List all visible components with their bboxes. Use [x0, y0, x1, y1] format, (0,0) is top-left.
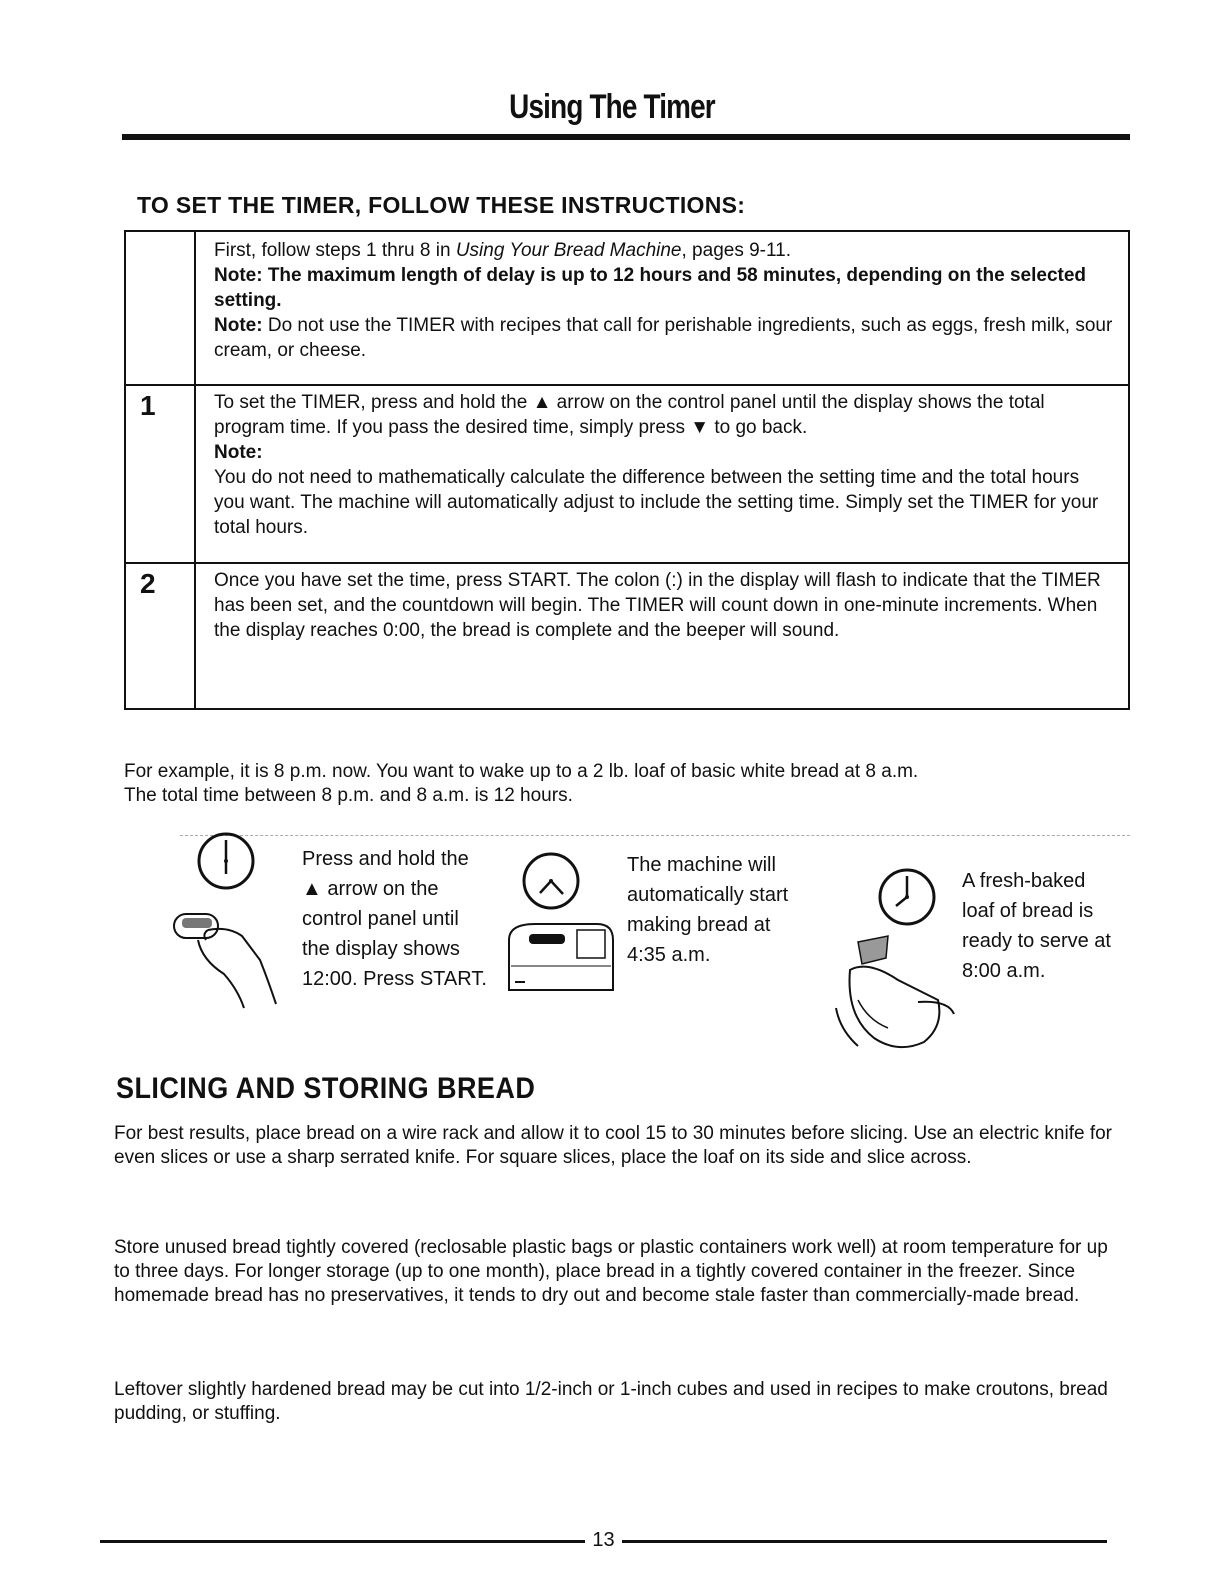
caption-line: loaf of bread is: [962, 900, 1094, 922]
page-title: Using The Timer: [509, 88, 715, 126]
title-rule: [122, 134, 1130, 140]
slicing-paragraph-1: For best results, place bread on a wire rack and allow it to cool 15 to 30 minutes before slicing. Use an electric knife for even slices or use a sharp serrated knife. For square slices, place the loaf on its side and slice across.: [114, 1123, 1112, 1168]
instruction-row-1: [126, 384, 1128, 564]
manual-section-reference: Using Your Bread Machine: [455, 240, 682, 261]
clock-icon-435: [520, 850, 582, 912]
row-number: 1: [140, 390, 156, 421]
dashed-divider: [180, 835, 1130, 836]
clock-icon-8: [876, 866, 938, 928]
caption-line: ▲ arrow on the: [302, 878, 439, 900]
row-text: [214, 238, 1114, 363]
row-text: [214, 390, 1114, 540]
caption-line: Press and hold the: [302, 848, 469, 870]
note-label: Note:: [214, 442, 263, 463]
slicing-paragraph-2: Store unused bread tightly covered (reclosable plastic bags or plastic containers work well) at room temperature for up to three days. For longer storage (up to one month), place bread in a tightly covered container in the freezer. Since homemade bread has no preservatives, it tends to dry out and become stale faster than commercially-made bread.: [114, 1237, 1108, 1306]
intro-text: First, follow steps 1 thru 8 in: [214, 240, 456, 261]
delay-note: Note: The maximum length of delay is up to 12 hours and 58 minutes, depending on the selected setting.: [214, 265, 1087, 311]
step-caption-start: [627, 850, 788, 970]
caption-line: A fresh-baked: [962, 870, 1086, 892]
step-caption-ready: [962, 866, 1111, 986]
intro-pages: , pages 9-11.: [681, 240, 792, 261]
slicing-heading: SLICING AND STORING BREAD: [116, 1072, 536, 1105]
step-1-note: You do not need to mathematically calculate the difference between the setting time and the total hours you want. The machine will automatically adjust to include the setting time. Simply set the TIMER for your total hours.: [214, 467, 1099, 538]
bread-loaf-in-hands-icon: [828, 930, 958, 1060]
footer-rule-left: [100, 1540, 585, 1543]
clock-icon-12: [195, 830, 257, 892]
example-text: [124, 760, 1084, 808]
instruction-row-2: [126, 562, 1128, 708]
bread-machine-icon: [505, 918, 617, 996]
example-line-1: For example, it is 8 p.m. now. You want to wake up to a 2 lb. loaf of basic white bread at 8 a.m.: [124, 761, 919, 782]
step-caption-press: [302, 844, 487, 994]
slicing-paragraph-3: Leftover slightly hardened bread may be cut into 1/2-inch or 1-inch cubes and used in recipes to make croutons, bread pudding, or stuffing.: [114, 1379, 1108, 1424]
caption-line: making bread at: [627, 914, 771, 936]
perishable-note: Do not use the TIMER with recipes that call for perishable ingredients, such as eggs, fresh milk, sour cream, or cheese.: [214, 315, 1113, 361]
instruction-row-intro: [126, 232, 1128, 386]
example-line-2: The total time between 8 p.m. and 8 a.m. is 12 hours.: [124, 785, 573, 806]
timer-instructions-heading: TO SET THE TIMER, FOLLOW THESE INSTRUCTIONS:: [137, 192, 746, 218]
instruction-table: [124, 230, 1130, 710]
step-2-text: Once you have set the time, press START. The colon (:) in the display will flash to indicate that the TIMER has been set, and the countdown will begin. The TIMER will count down in one-minute increments. When the display reaches 0:00, the bread is complete and the beeper will sound.: [214, 570, 1101, 641]
row-text: [214, 568, 1114, 643]
note-label: Note:: [214, 315, 263, 336]
caption-line: the display shows: [302, 938, 460, 960]
caption-line: 4:35 a.m.: [627, 944, 711, 966]
caption-line: 12:00. Press START.: [302, 968, 487, 990]
step-1-text: To set the TIMER, press and hold the ▲ arrow on the control panel until the display shows the total program time. If you pass the desired time, simply press ▼ to go back.: [214, 392, 1045, 438]
caption-line: 8:00 a.m.: [962, 960, 1046, 982]
footer-rule-right: [622, 1540, 1107, 1543]
caption-line: ready to serve at: [962, 930, 1111, 952]
row-number: 2: [140, 568, 156, 599]
caption-line: The machine will: [627, 854, 776, 876]
caption-line: automatically start: [627, 884, 789, 906]
page-number: 13: [592, 1529, 615, 1551]
hand-pressing-button-icon: [168, 900, 288, 1010]
caption-line: control panel until: [302, 908, 459, 930]
